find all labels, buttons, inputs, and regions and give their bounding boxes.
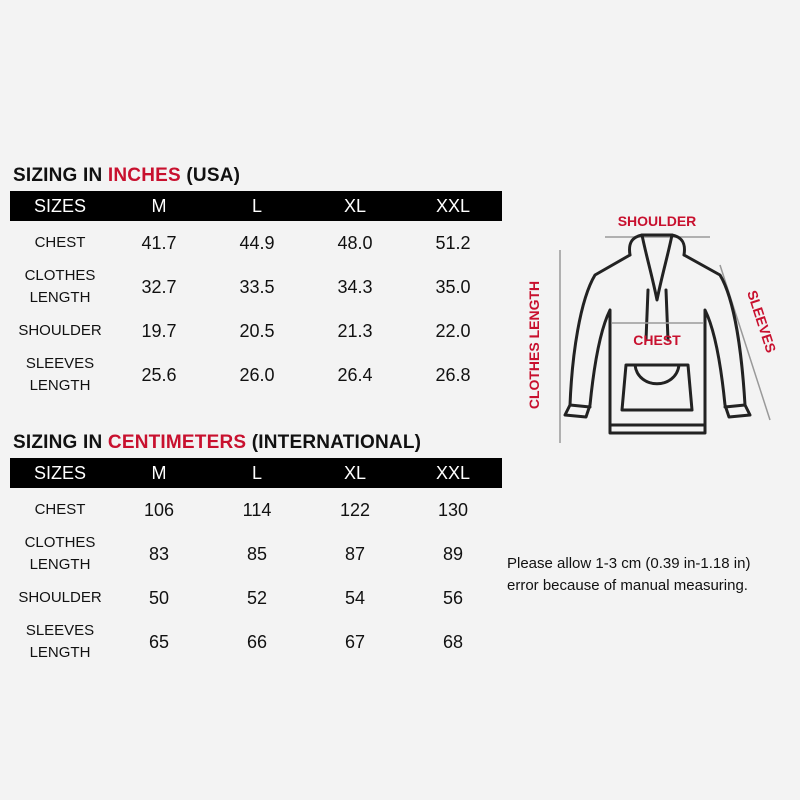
cm-title-accent: CENTIMETERS (107, 432, 247, 453)
cm-title-post: (INTERNATIONAL) (246, 432, 422, 453)
table-cell: 48.0 (337, 232, 373, 253)
inches-title-pre: SIZING IN (13, 165, 108, 186)
inches-title-accent: INCHES (107, 165, 181, 186)
row-label (10, 221, 110, 265)
inches-size-table (10, 191, 502, 397)
clothes-length-label: CLOTHES LENGTH (526, 280, 542, 410)
table-cell: 85 (246, 543, 268, 564)
row-label (10, 265, 110, 309)
table-cell: 21.3 (337, 320, 373, 341)
table-cell: 20.5 (239, 320, 275, 341)
table-cell: 56 (442, 587, 464, 608)
header-m: M (110, 458, 208, 488)
row-label-line: SHOULDER (18, 589, 102, 606)
table-cell: 66 (246, 631, 268, 652)
table-cell: 67 (344, 631, 366, 652)
cm-section-title (13, 432, 421, 454)
header-xxl: XXL (404, 458, 502, 488)
row-label-line: LENGTH (29, 377, 91, 394)
header-xl: XL (306, 458, 404, 488)
table-cell: 32.7 (141, 276, 177, 297)
row-label-line: SHOULDER (18, 322, 102, 339)
row-label (10, 532, 110, 576)
row-label (10, 309, 110, 353)
table-cell: 87 (344, 543, 366, 564)
table-cell: 19.7 (141, 320, 177, 341)
table-cell: 41.7 (141, 232, 177, 253)
table-row (10, 576, 502, 620)
table-cell: 51.2 (435, 232, 471, 253)
header-xxl: XXL (404, 191, 502, 221)
table-cell: 89 (442, 543, 464, 564)
table-row (10, 309, 502, 353)
header-xl: XL (306, 191, 404, 221)
note-line-2: error because of manual measuring. (507, 577, 748, 594)
row-label-line: LENGTH (29, 644, 91, 661)
inches-title-post: (USA) (180, 165, 241, 186)
inches-header-row (10, 191, 502, 221)
shoulder-label: SHOULDER (617, 213, 697, 229)
table-cell: 54 (344, 587, 366, 608)
sleeves-label: SLEEVES (744, 288, 780, 355)
table-cell: 22.0 (435, 320, 471, 341)
row-label (10, 488, 110, 532)
header-sizes: SIZES (10, 191, 110, 221)
header-l: L (208, 191, 306, 221)
table-cell: 122 (339, 499, 371, 520)
row-label-line: LENGTH (29, 556, 91, 573)
table-row (10, 488, 502, 532)
table-cell: 106 (143, 499, 175, 520)
table-cell: 26.0 (239, 364, 275, 385)
table-cell: 130 (437, 499, 469, 520)
row-label (10, 620, 110, 664)
table-cell: 50 (148, 587, 170, 608)
table-row (10, 532, 502, 576)
note-line-1: Please allow 1-3 cm (0.39 in-1.18 in) (507, 555, 751, 572)
row-label-line: SLEEVES (25, 355, 95, 372)
cm-size-table (10, 458, 502, 664)
table-cell: 25.6 (141, 364, 177, 385)
inches-section-title (13, 165, 240, 187)
table-cell: 26.8 (435, 364, 471, 385)
row-label-line: LENGTH (29, 289, 91, 306)
row-label-line: CHEST (34, 234, 86, 251)
table-cell: 34.3 (337, 276, 373, 297)
table-cell: 65 (148, 631, 170, 652)
row-label (10, 576, 110, 620)
table-cell: 26.4 (337, 364, 373, 385)
chest-label: CHEST (633, 332, 681, 348)
table-row (10, 265, 502, 309)
header-sizes: SIZES (10, 458, 110, 488)
row-label-line: SLEEVES (25, 622, 95, 639)
cm-header-row (10, 458, 502, 488)
table-cell: 114 (242, 499, 272, 520)
cm-title-pre: SIZING IN (13, 432, 108, 453)
row-label-line: CLOTHES (24, 267, 96, 284)
table-cell: 68 (442, 631, 464, 652)
row-label-line: CLOTHES (24, 534, 96, 551)
measurement-note (507, 553, 750, 597)
table-row (10, 353, 502, 397)
table-cell: 33.5 (239, 276, 275, 297)
row-label-line: CHEST (34, 501, 86, 518)
table-cell: 83 (148, 543, 170, 564)
header-l: L (208, 458, 306, 488)
header-m: M (110, 191, 208, 221)
table-cell: 35.0 (435, 276, 471, 297)
hoodie-diagram (520, 205, 790, 455)
table-row (10, 221, 502, 265)
table-row (10, 620, 502, 664)
row-label (10, 353, 110, 397)
table-cell: 44.9 (239, 232, 275, 253)
table-cell: 52 (246, 587, 268, 608)
